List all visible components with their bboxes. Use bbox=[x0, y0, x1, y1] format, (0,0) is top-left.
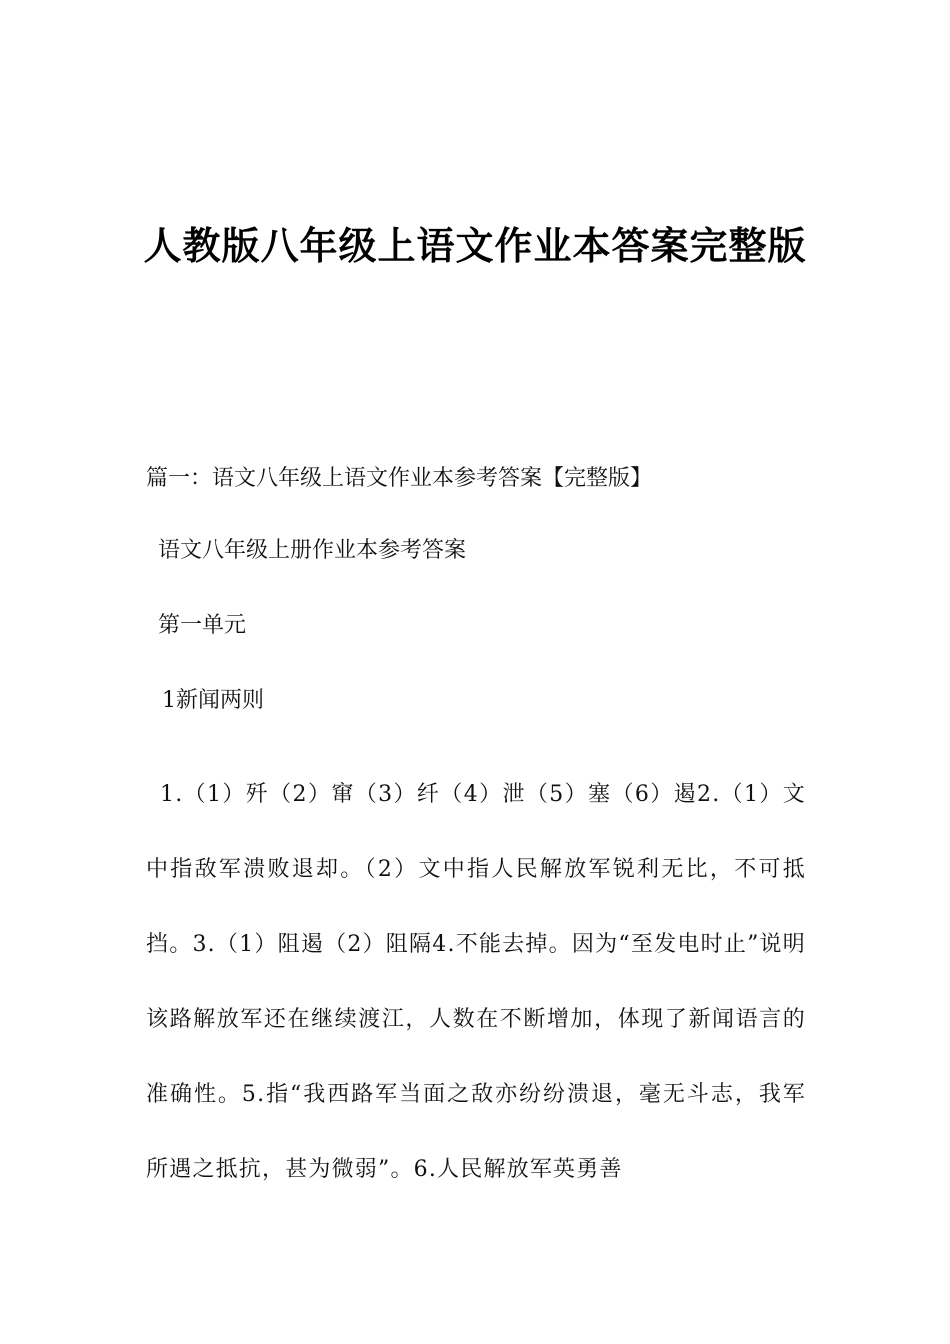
answer-paragraph-text: 1.（1）歼（2）窜（3）纤（4）泄（5）塞（6）遏2.（1）文中指敌军溃败退却。（2）文中指人民解放军锐利无比，不可抵挡。3.（1）阻遏（2）阻隔4.不能去掉。因为“至发电时止”说明该路解放军还在继续渡江，人数在不断增加，体现了新闻语言的准确性。5.指“我西路军当面之敌亦纷纷溃退，毫无斗志，我军所遇之抵抗，甚为微弱”。6.人民解放军英勇善 bbox=[146, 782, 806, 1182]
unit-heading: 第一单元 bbox=[158, 613, 247, 638]
answer-key-subheading: 语文八年级上册作业本参考答案 bbox=[158, 538, 467, 563]
document-title: 人教版八年级上语文作业本答案完整版 bbox=[143, 224, 807, 268]
lesson-heading: 1新闻两则 bbox=[162, 688, 264, 713]
answer-paragraph bbox=[146, 757, 806, 1207]
section-heading: 篇一：语文八年级上语文作业本参考答案【完整版】 bbox=[146, 466, 653, 491]
